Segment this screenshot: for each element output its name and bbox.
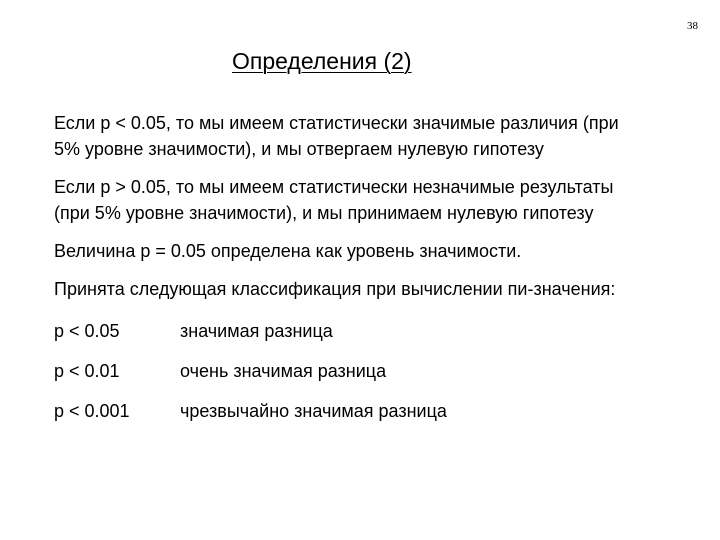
classification-meaning: чрезвычайно значимая разница <box>180 401 447 421</box>
classification-row <box>54 398 704 424</box>
slide-title: Определения (2) <box>232 48 412 74</box>
classification-threshold: p < 0.001 <box>54 401 130 421</box>
classification-row <box>54 358 704 384</box>
slide-content <box>54 110 704 424</box>
slide-number: 38 <box>687 20 698 32</box>
paragraph-significant-line-1: Если p < 0.05, то мы имеем статистически значимые различия (при <box>54 113 619 133</box>
paragraph-nonsignificant <box>54 174 704 226</box>
paragraph-nonsignificant-line-1: Если p > 0.05, то мы имеем статистически незначимые результаты <box>54 177 614 197</box>
classification-meaning: значимая разница <box>180 321 333 341</box>
classification-threshold: p < 0.05 <box>54 321 120 341</box>
paragraph-significant-line-2: 5% уровне значимости), и мы отвергаем нулевую гипотезу <box>54 139 544 159</box>
paragraph-significant <box>54 110 704 162</box>
classification-row <box>54 318 704 344</box>
classification-meaning: очень значимая разница <box>180 361 387 381</box>
paragraph-nonsignificant-line-2: (при 5% уровне значимости), и мы принимаем нулевую гипотезу <box>54 203 594 223</box>
classification-intro: Принята следующая классификация при вычислении пи-значения: <box>54 279 616 299</box>
significance-level-statement: Величина p = 0.05 определена как уровень значимости. <box>54 241 522 261</box>
classification-threshold: p < 0.01 <box>54 361 120 381</box>
